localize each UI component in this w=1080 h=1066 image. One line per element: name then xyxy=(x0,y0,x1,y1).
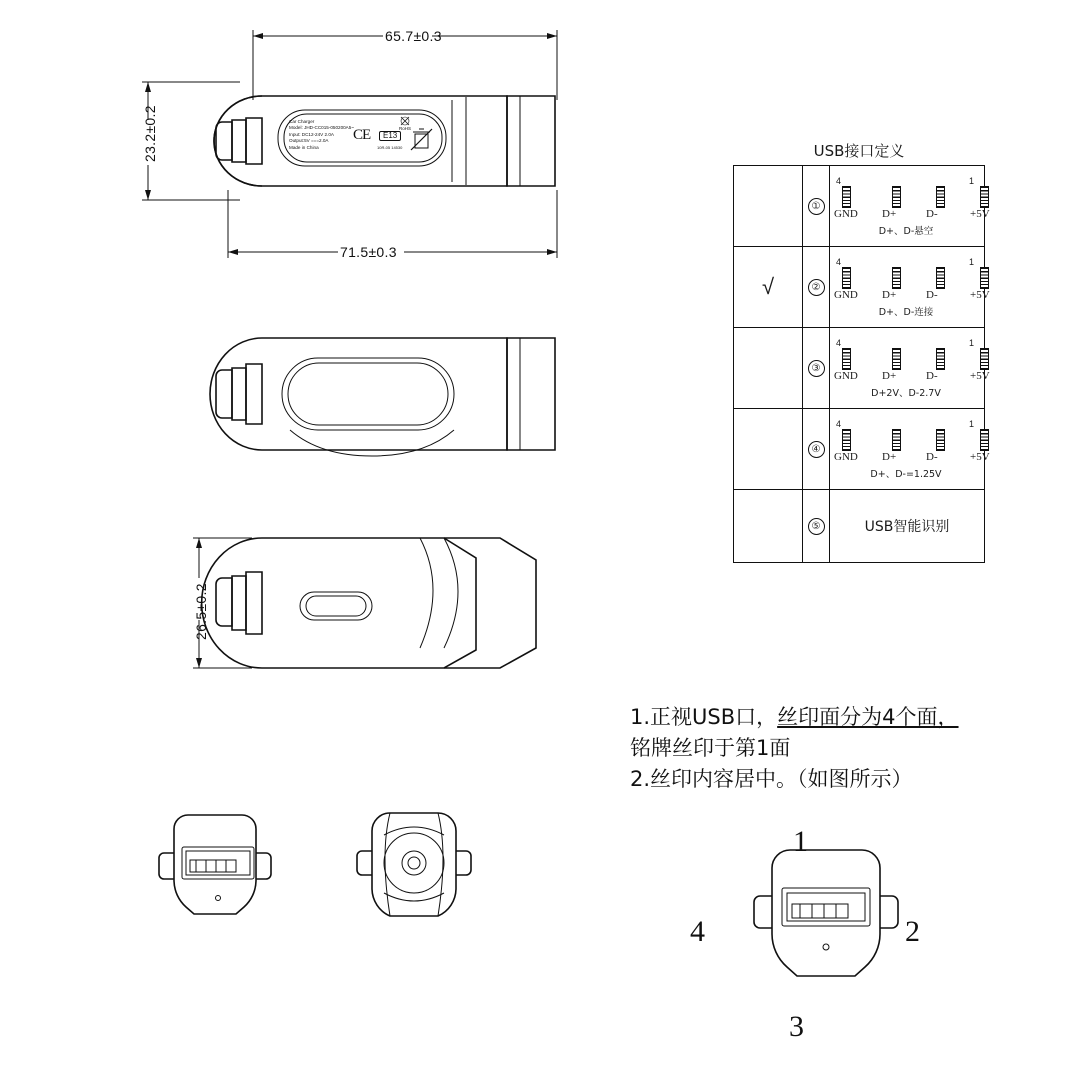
pin-name-5v: +5V xyxy=(970,450,990,463)
usb-table-caption: USB接口定义 xyxy=(813,142,905,160)
plate-line-4: Output:5V ===2.0A xyxy=(289,138,329,144)
pin-name-dminus: D- xyxy=(926,288,938,301)
label-plate xyxy=(281,114,441,162)
rohs-label: RoHS xyxy=(399,126,412,131)
ce-mark-icon: CE xyxy=(353,127,371,143)
pin-pads xyxy=(834,348,978,370)
view-side-middle-svg xyxy=(0,300,620,500)
face-number-bottom: 3 xyxy=(789,1010,804,1043)
pin-name-5v: +5V xyxy=(970,288,990,301)
face-diagram-outline xyxy=(754,850,898,976)
pin-right-number: 1 xyxy=(968,337,974,348)
usb-row-2-note: D+、D-连接 xyxy=(878,306,934,318)
view-front-usb-svg xyxy=(140,805,320,945)
table-row xyxy=(734,328,985,409)
pin-pads xyxy=(834,429,978,451)
usb-row-5-check[interactable] xyxy=(734,490,803,563)
pad-1 xyxy=(980,186,989,208)
pad-4 xyxy=(842,429,851,451)
pin-name-5v: +5V xyxy=(970,207,990,220)
bottom-detail-lines xyxy=(300,538,458,648)
view-side-middle xyxy=(0,300,620,500)
dimension-left-height-text: 23.2±0.2 xyxy=(142,105,158,162)
pin-name-dminus: D- xyxy=(926,450,938,463)
usb-row-1-note: D+、D-悬空 xyxy=(878,225,934,237)
note-line-2: 铭牌丝印于第1面 xyxy=(630,736,791,760)
note-line-1-underline: 丝印面分为4个面， xyxy=(777,705,959,729)
view-rear-face-svg xyxy=(340,805,520,945)
table-row xyxy=(734,490,985,563)
pin-name-gnd: GND xyxy=(834,450,858,463)
pin-name-dplus: D+ xyxy=(882,207,897,220)
pin-right-number: 1 xyxy=(968,256,974,267)
pin-name-gnd: GND xyxy=(834,207,858,220)
usb-row-4-index: ④ xyxy=(803,409,830,490)
usb-interface-table xyxy=(733,165,990,563)
pad-3 xyxy=(892,429,901,451)
pin-name-dplus: D+ xyxy=(882,288,897,301)
pad-3 xyxy=(892,186,901,208)
plate-line-5: Made in China xyxy=(289,144,319,150)
pin-left-number: 4 xyxy=(836,256,842,267)
pin-name-5v: +5V xyxy=(970,369,990,382)
pin-left-number: 4 xyxy=(836,418,842,429)
pin-name-dplus: D+ xyxy=(882,369,897,382)
usb-row-2-pins xyxy=(830,247,990,328)
pad-2 xyxy=(936,186,945,208)
pin-numbers xyxy=(834,338,978,348)
pin-left-number: 4 xyxy=(836,175,842,186)
notes-block xyxy=(630,702,1050,795)
usb-port-outline xyxy=(182,847,254,901)
charger-side-outline xyxy=(210,338,555,450)
table-row xyxy=(734,409,985,490)
plate-line-1: Car Charger xyxy=(289,119,315,124)
rear-face-detail xyxy=(384,813,444,916)
usb-row-1-check[interactable] xyxy=(734,166,803,247)
usb-row-5-label: USB智能识别 xyxy=(830,490,985,563)
pin-numbers xyxy=(834,419,978,429)
dimension-top-width-text: 65.7±0.3 xyxy=(385,28,442,44)
rohs-symbol-icon xyxy=(399,116,411,126)
pin-left-number: 4 xyxy=(836,337,842,348)
pin-name-dminus: D- xyxy=(926,369,938,382)
usb-row-5-index: ⑤ xyxy=(803,490,830,563)
view-rear-face xyxy=(340,805,520,945)
plate-line-3: Input: DC12-24V 2.0A xyxy=(289,131,334,137)
face-diagram-usb-port xyxy=(782,888,870,950)
side-detail-lines xyxy=(282,338,520,456)
pin-names xyxy=(834,450,990,465)
usb-row-4-check[interactable] xyxy=(734,409,803,490)
table-row xyxy=(734,166,985,247)
view-front-usb xyxy=(140,805,320,945)
pin-pads xyxy=(834,186,978,208)
pin-name-dplus: D+ xyxy=(882,450,897,463)
pad-4 xyxy=(842,186,851,208)
usb-row-3-index: ③ xyxy=(803,328,830,409)
pad-4 xyxy=(842,267,851,289)
pad-3 xyxy=(892,267,901,289)
pad-4 xyxy=(842,348,851,370)
usb-row-1-index: ① xyxy=(803,166,830,247)
pad-2 xyxy=(936,429,945,451)
view-side-bottom xyxy=(0,510,620,700)
pad-1 xyxy=(980,348,989,370)
e-mark-sub-text: 10R-05 14530 xyxy=(377,145,403,150)
pad-2 xyxy=(936,267,945,289)
pin-right-number: 1 xyxy=(968,175,974,186)
usb-row-3-note: D+2V、D-2.7V xyxy=(871,387,941,399)
usb-row-3-pins xyxy=(830,328,990,409)
pin-numbers xyxy=(834,257,978,267)
pin-numbers xyxy=(834,176,978,186)
note-line-1-prefix: 1.正视USB口， xyxy=(630,705,778,729)
pin-names xyxy=(834,288,990,303)
face-number-top: 1 xyxy=(793,825,808,858)
usb-row-2-index: ② xyxy=(803,247,830,328)
usb-row-4-pins xyxy=(830,409,990,490)
usb-row-3-check[interactable] xyxy=(734,328,803,409)
note-line-3: 2.丝印内容居中。（如图所示） xyxy=(630,767,913,791)
pad-1 xyxy=(980,267,989,289)
pin-pads xyxy=(834,267,978,289)
pin-names xyxy=(834,369,990,384)
pin-name-dminus: D- xyxy=(926,207,938,220)
pin-right-number: 1 xyxy=(968,418,974,429)
table-row xyxy=(734,247,985,328)
charger-bottom-outline xyxy=(202,538,536,668)
pin-names xyxy=(834,207,990,222)
usb-row-1-pins xyxy=(830,166,990,247)
usb-row-4-note: D+、D-=1.25V xyxy=(870,468,942,480)
pin-name-gnd: GND xyxy=(834,288,858,301)
pad-2 xyxy=(936,348,945,370)
body-detail-lines xyxy=(452,96,520,186)
pad-1 xyxy=(980,429,989,451)
e-mark-icon: E13 xyxy=(379,131,401,141)
dimension-side-height-text: 26.5±0.2 xyxy=(193,583,209,640)
face-number-svg xyxy=(690,830,990,1060)
note-line-1 xyxy=(630,702,1050,733)
face-number-diagram xyxy=(690,830,990,1060)
plate-line-2: Model: JHD-CC015-050200A5~ xyxy=(289,125,354,131)
view-side-bottom-svg xyxy=(0,510,620,700)
usb-row-2-check[interactable]: √ xyxy=(734,247,803,328)
wheelie-bin-icon xyxy=(407,126,437,152)
face-number-left: 4 xyxy=(690,915,705,948)
dimension-bottom-width-text: 71.5±0.3 xyxy=(340,244,397,260)
pin-name-gnd: GND xyxy=(834,369,858,382)
label-plate-text xyxy=(289,119,354,151)
pad-3 xyxy=(892,348,901,370)
face-number-right: 2 xyxy=(905,915,920,948)
